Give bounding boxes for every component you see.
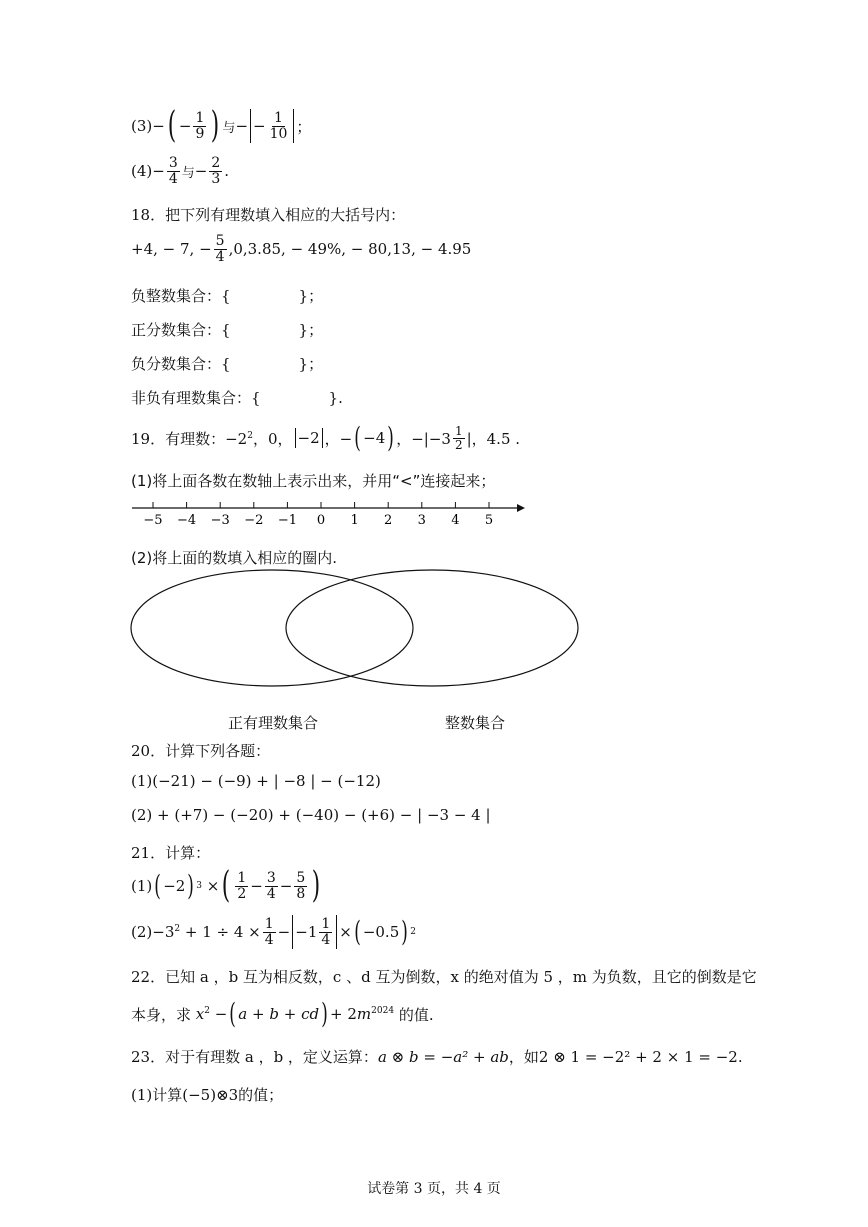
axis-tick-label: 1 xyxy=(350,513,359,528)
q21-part2: (2) $-3^2 + 1 \div 4$ × $\frac{1}{4}$ − −1 $\frac{1}{4}$ × ( −0.5 ) 2 xyxy=(131,915,416,948)
q20-title: 20．计算下列各题： xyxy=(131,742,271,760)
positive-rational-circle xyxy=(131,570,413,686)
q20-part1: (1)(−21) − (−9) + | −8 | − (−12) xyxy=(131,772,381,790)
fraction: $\frac{1}{2}$ xyxy=(454,423,463,452)
fraction: $\frac{3}{4}$ xyxy=(266,869,276,902)
q18-title: 18．把下列有理数填入相应的大括号内： xyxy=(131,206,406,224)
q17-part4: (4) − $\frac{3}{4}$ 与 − $\frac{2}{3}$ . xyxy=(131,155,230,187)
q23-line1: 23．对于有理数 a ，b ，定义运算： a ⊗ b = −a² + ab ，如 2 ⊗ 1 = −2² + 2 × 1 = −2 . xyxy=(131,1047,743,1066)
q18-set-positive-fractions: 正分数集合：{ }； xyxy=(131,321,324,339)
fraction: $\frac{2}{3}$ xyxy=(211,155,221,187)
axis-tick-label: 2 xyxy=(384,513,393,528)
q19-part1: (1)将上面各数在数轴上表示出来，并用“<”连接起来； xyxy=(131,472,496,490)
q22-line2: 本身，求 $x^2$ − ( a + b + cd ) + $2m^{2024}$ 的值. xyxy=(131,997,434,1030)
axis-tick-label: 0 xyxy=(316,513,326,528)
fraction: $\frac{5}{8}$ xyxy=(296,869,306,902)
q18-set-negative-fractions: 负分数集合：{ }； xyxy=(131,355,324,373)
q21-part1: (1) ( −2 ) 3 × ( $\frac{1}{2}$ − $\frac{3}{4}$ − $\frac{5}{8}$ ) xyxy=(131,865,321,906)
q17-part3: (3) − ( − $\frac{1}{9}$ ) 与 − − $\frac{1}{10}$ ； xyxy=(131,105,312,146)
page-footer: 试卷第 3 页，共 4 页 xyxy=(367,1181,501,1197)
fraction: $\frac{1}{4}$ xyxy=(321,915,331,948)
fraction: $\frac{1}{2}$ xyxy=(237,869,247,902)
axis-tick-label: −3 xyxy=(210,513,230,528)
fraction: $\frac{5}{4}$ xyxy=(215,233,225,265)
venn-label-positive-rational: 正有理数集合 xyxy=(228,714,319,732)
integer-circle xyxy=(286,570,578,686)
q19-title: 19．有理数： $-2^2$，0， −2 ，− ( −4 ) ，−|−3 $\frac{1}{2}$ |，4.5 . xyxy=(131,421,521,454)
q19-part2: (2)将上面的数填入相应的圈内. xyxy=(131,549,338,567)
axis-tick-label: 5 xyxy=(484,513,494,528)
fraction: $\frac{1}{9}$ xyxy=(195,109,205,142)
q18-set-negative-integers: 负整数集合：{ }； xyxy=(131,287,324,305)
q21-title: 21．计算： xyxy=(131,844,211,862)
q18-set-nonnegative: 非负有理数集合：{ }. xyxy=(131,388,343,407)
axis-tick-label: −5 xyxy=(143,513,163,528)
fraction: $\frac{1}{10}$ xyxy=(269,109,288,142)
venn-diagram xyxy=(128,568,584,692)
axis-tick-label: −4 xyxy=(177,513,197,528)
q20-part2: (2) + (+7) − (−20) + (−40) − (+6) − | −3 − 4 | xyxy=(131,806,491,824)
axis-tick-label: −1 xyxy=(277,513,297,528)
axis-tick-label: 4 xyxy=(451,513,460,528)
q22-line1: 22．已知 a ，b 互为相反数，c 、d 互为倒数，x 的绝对值为 5 ，m 为负数，且它的倒数是它 xyxy=(131,968,757,986)
axis-tick-label: −2 xyxy=(244,513,264,528)
q23-part1: (1)计算(−5)⊗3的值； xyxy=(131,1086,284,1104)
q18-numbers: +4, − 7, − $\frac{5}{4}$ ,0,3.85, − 49%, − 80,13, − 4.95 xyxy=(131,233,472,265)
fraction: $\frac{3}{4}$ xyxy=(168,155,178,187)
number-line xyxy=(125,496,525,530)
fraction: $\frac{1}{4}$ xyxy=(264,915,274,948)
axis-tick-label: 3 xyxy=(417,513,426,528)
venn-label-integer: 整数集合 xyxy=(445,714,506,732)
